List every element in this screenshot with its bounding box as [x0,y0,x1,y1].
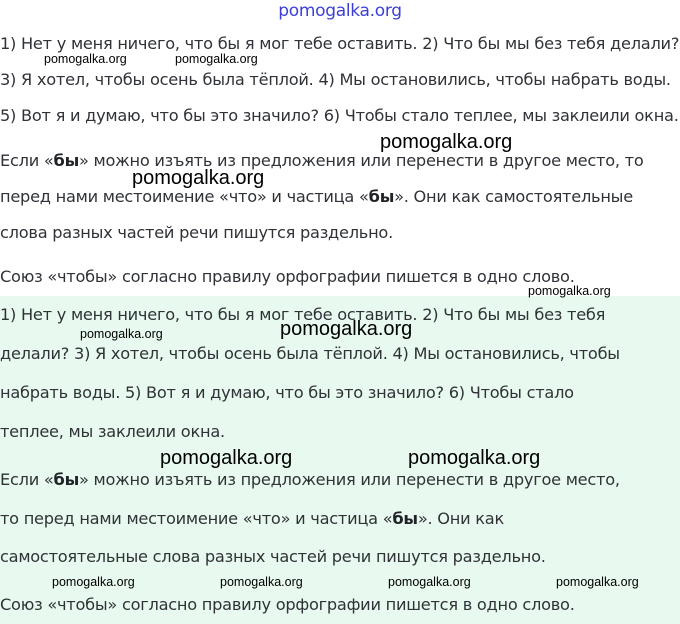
watermark: pomogalka.org [44,52,127,66]
rule-line [0,187,633,206]
site-mark[interactable]: pomogalka.org [278,1,402,21]
example-line: теплее, мы заклеили окна. [0,422,225,441]
rule-text: » можно изъять из предложения или перенести в другое место, [79,470,620,489]
example-line: 1) Нет у меня ничего, что бы я мог тебе оставить. 2) Что бы мы без тебя [0,305,606,324]
rule-text: » можно изъять из предложения или перенести в другое место, то [79,151,644,170]
rule-line: самостоятельные слова разных частей речи пишутся раздельно. [0,547,546,566]
rule-text: перед нами местоимение «что» и частица « [0,187,369,206]
rule-text: Если « [0,151,54,170]
rule-text: Если « [0,470,54,489]
rule-line [0,151,643,170]
watermark: pomogalka.org [380,131,513,153]
particle-highlight: бы [53,151,79,170]
watermark: pomogalka.org [556,575,639,589]
rule-line: Союз «чтобы» согласно правилу орфографии пишется в одно слово. [0,267,575,286]
rule-text: ». Они как [417,509,504,528]
watermark: pomogalka.org [132,167,265,189]
rule-text: ». Они как самостоятельные [394,187,633,206]
particle-highlight: бы [53,470,79,489]
watermark: pomogalka.org [280,318,413,340]
example-line: набрать воды. 5) Вот я и думаю, что бы это значило? 6) Чтобы стало [0,383,574,402]
watermark: pomogalka.org [160,447,293,469]
example-line: делали? 3) Я хотел, чтобы осень была тёплой. 4) Мы остановились, чтобы [0,344,620,363]
watermark: pomogalka.org [175,52,258,66]
rule-line: Союз «чтобы» согласно правилу орфографии пишется в одно слово. [0,595,575,614]
example-line: 5) Вот я и думаю, что бы это значило? 6) Чтобы стало теплее, мы заклеили окна. [0,106,679,125]
rule-line [0,509,504,528]
rule-line [0,470,620,489]
example-line: 3) Я хотел, чтобы осень была тёплой. 4) Мы остановились, чтобы набрать воды. [0,70,671,89]
watermark: pomogalka.org [220,575,303,589]
watermark: pomogalka.org [408,447,541,469]
example-line: 1) Нет у меня ничего, что бы я мог тебе оставить. 2) Что бы мы без тебя делали? [0,34,680,53]
watermark: pomogalka.org [528,284,611,298]
particle-highlight: бы [368,187,395,206]
watermark: pomogalka.org [80,327,163,341]
watermark: pomogalka.org [52,575,135,589]
watermark: pomogalka.org [388,575,471,589]
rule-line: слова разных частей речи пишутся раздельно. [0,223,393,242]
particle-highlight: бы [392,509,418,528]
rule-text: то перед нами местоимение «что» и частица « [0,509,393,528]
